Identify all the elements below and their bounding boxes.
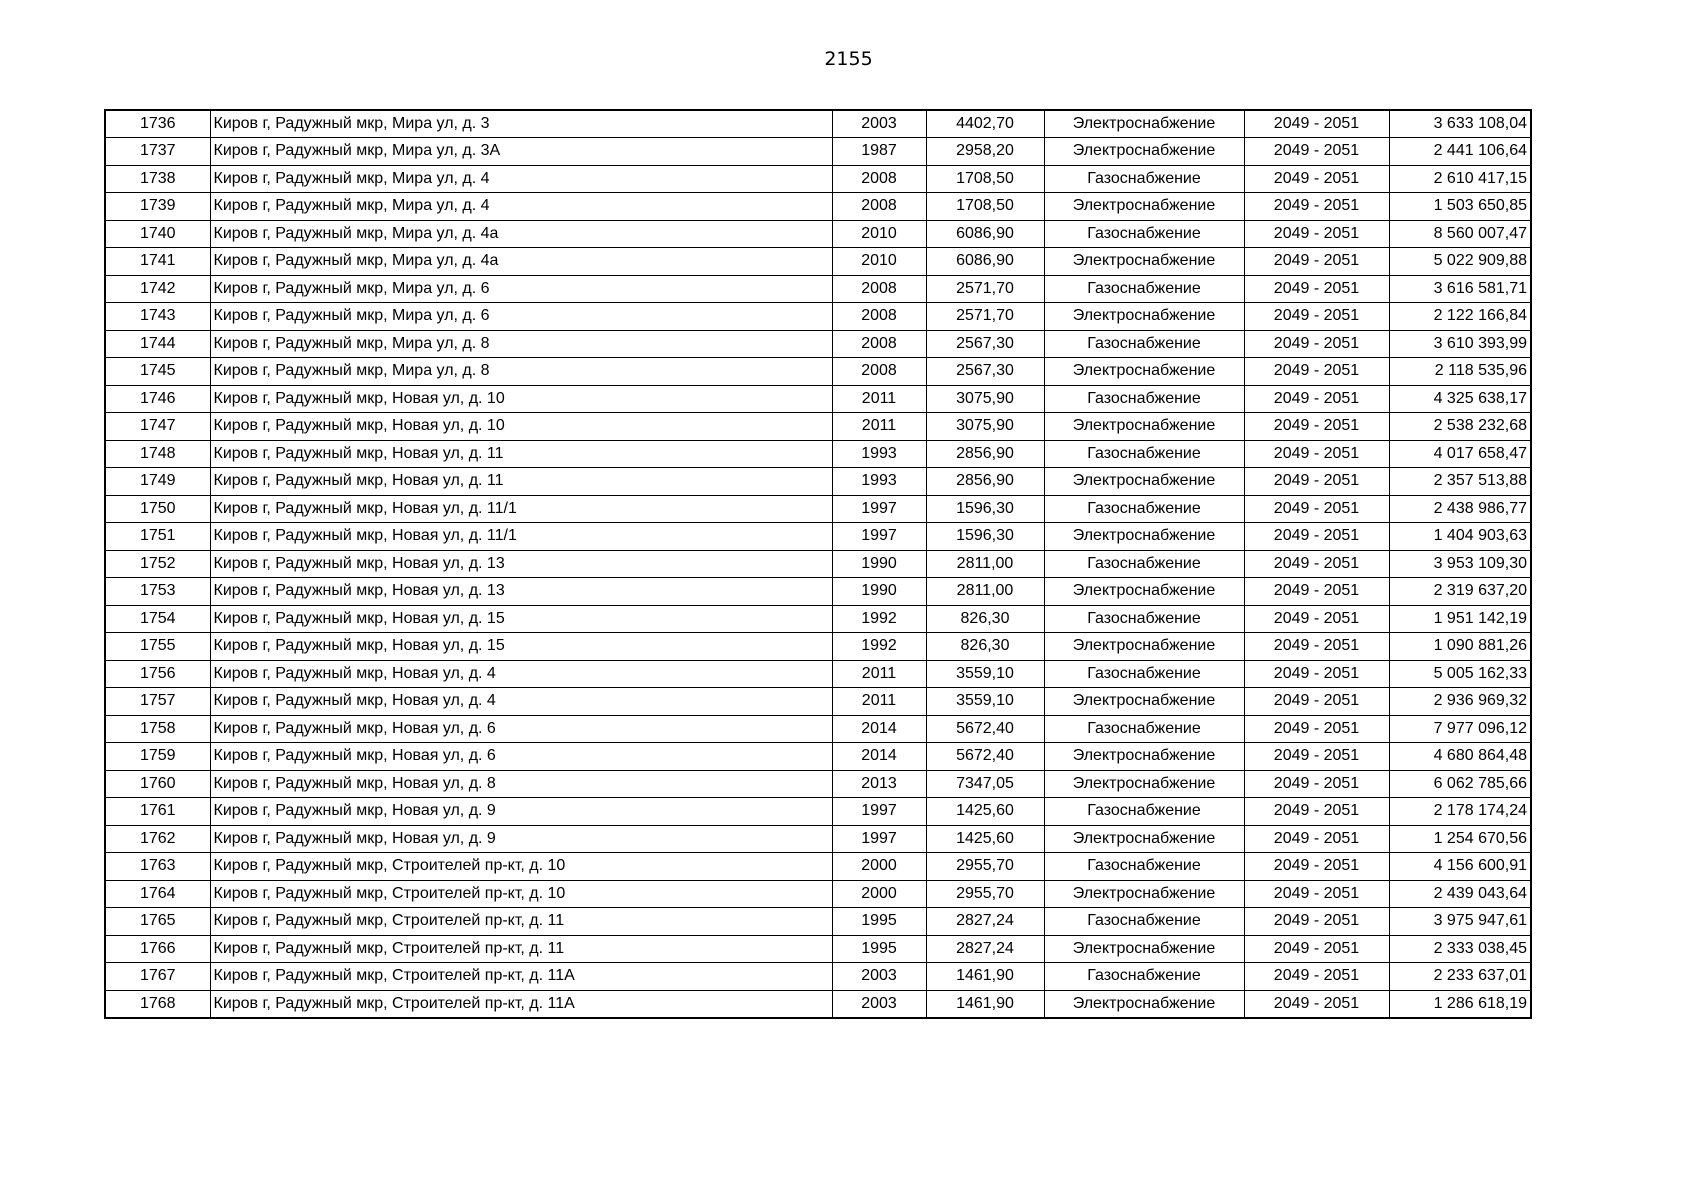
area-cell: 826,30 [926,633,1044,661]
table-row [105,990,1531,1018]
area-cell: 5672,40 [926,715,1044,743]
address-cell: Киров г, Радужный мкр, Новая ул, д. 11/1 [210,495,832,523]
cost-cell: 1 286 618,19 [1389,990,1531,1018]
service-type-cell: Электроснабжение [1044,468,1244,496]
period-cell: 2049 - 2051 [1244,440,1389,468]
year-built-cell: 1997 [832,523,926,551]
table-row [105,688,1531,716]
service-type-cell: Газоснабжение [1044,165,1244,193]
area-cell: 2567,30 [926,358,1044,386]
row-number-cell: 1758 [105,715,210,743]
period-cell: 2049 - 2051 [1244,688,1389,716]
cost-cell: 1 951 142,19 [1389,605,1531,633]
row-number-cell: 1739 [105,193,210,221]
row-number-cell: 1764 [105,880,210,908]
address-cell: Киров г, Радужный мкр, Строителей пр-кт, д. 11 [210,908,832,936]
table-row [105,798,1531,826]
area-cell: 2958,20 [926,138,1044,166]
cost-cell: 6 062 785,66 [1389,770,1531,798]
period-cell: 2049 - 2051 [1244,743,1389,771]
address-cell: Киров г, Радужный мкр, Новая ул, д. 6 [210,715,832,743]
row-number-cell: 1761 [105,798,210,826]
service-type-cell: Электроснабжение [1044,578,1244,606]
year-built-cell: 1997 [832,798,926,826]
cost-cell: 4 156 600,91 [1389,853,1531,881]
cost-cell: 2 122 166,84 [1389,303,1531,331]
year-built-cell: 2008 [832,193,926,221]
cost-cell: 3 610 393,99 [1389,330,1531,358]
row-number-cell: 1755 [105,633,210,661]
year-built-cell: 2014 [832,743,926,771]
service-type-cell: Газоснабжение [1044,330,1244,358]
row-number-cell: 1759 [105,743,210,771]
row-number-cell: 1752 [105,550,210,578]
year-built-cell: 1997 [832,825,926,853]
row-number-cell: 1746 [105,385,210,413]
service-type-cell: Газоснабжение [1044,853,1244,881]
table-row [105,385,1531,413]
row-number-cell: 1748 [105,440,210,468]
table-row [105,550,1531,578]
address-cell: Киров г, Радужный мкр, Новая ул, д. 8 [210,770,832,798]
year-built-cell: 2000 [832,853,926,881]
table-row [105,330,1531,358]
cost-cell: 1 090 881,26 [1389,633,1531,661]
row-number-cell: 1745 [105,358,210,386]
address-cell: Киров г, Радужный мкр, Мира ул, д. 3А [210,138,832,166]
year-built-cell: 2003 [832,990,926,1018]
cost-cell: 4 680 864,48 [1389,743,1531,771]
cost-cell: 2 233 637,01 [1389,963,1531,991]
cost-cell: 5 022 909,88 [1389,248,1531,276]
year-built-cell: 2010 [832,220,926,248]
period-cell: 2049 - 2051 [1244,963,1389,991]
table-row [105,908,1531,936]
table-row [105,440,1531,468]
year-built-cell: 2013 [832,770,926,798]
table-row [105,715,1531,743]
table-row [105,413,1531,441]
cost-cell: 3 975 947,61 [1389,908,1531,936]
row-number-cell: 1767 [105,963,210,991]
period-cell: 2049 - 2051 [1244,330,1389,358]
year-built-cell: 1992 [832,633,926,661]
cost-cell: 2 319 637,20 [1389,578,1531,606]
service-type-cell: Электроснабжение [1044,358,1244,386]
service-type-cell: Электроснабжение [1044,138,1244,166]
area-cell: 6086,90 [926,248,1044,276]
area-cell: 1596,30 [926,523,1044,551]
row-number-cell: 1741 [105,248,210,276]
cost-cell: 4 017 658,47 [1389,440,1531,468]
service-type-cell: Газоснабжение [1044,440,1244,468]
area-cell: 3075,90 [926,385,1044,413]
row-number-cell: 1747 [105,413,210,441]
row-number-cell: 1749 [105,468,210,496]
area-cell: 6086,90 [926,220,1044,248]
area-cell: 4402,70 [926,110,1044,138]
address-cell: Киров г, Радужный мкр, Новая ул, д. 10 [210,413,832,441]
registry-table [104,109,1532,1019]
row-number-cell: 1737 [105,138,210,166]
year-built-cell: 2014 [832,715,926,743]
address-cell: Киров г, Радужный мкр, Мира ул, д. 3 [210,110,832,138]
address-cell: Киров г, Радужный мкр, Мира ул, д. 4 [210,165,832,193]
period-cell: 2049 - 2051 [1244,413,1389,441]
service-type-cell: Электроснабжение [1044,825,1244,853]
cost-cell: 4 325 638,17 [1389,385,1531,413]
year-built-cell: 2011 [832,688,926,716]
area-cell: 1461,90 [926,963,1044,991]
service-type-cell: Газоснабжение [1044,385,1244,413]
address-cell: Киров г, Радужный мкр, Мира ул, д. 6 [210,303,832,331]
period-cell: 2049 - 2051 [1244,660,1389,688]
service-type-cell: Электроснабжение [1044,688,1244,716]
address-cell: Киров г, Радужный мкр, Новая ул, д. 4 [210,688,832,716]
cost-cell: 8 560 007,47 [1389,220,1531,248]
year-built-cell: 2011 [832,413,926,441]
table-row [105,770,1531,798]
year-built-cell: 1992 [832,605,926,633]
service-type-cell: Электроснабжение [1044,743,1244,771]
area-cell: 2811,00 [926,578,1044,606]
address-cell: Киров г, Радужный мкр, Мира ул, д. 8 [210,330,832,358]
period-cell: 2049 - 2051 [1244,165,1389,193]
table-row [105,165,1531,193]
area-cell: 2827,24 [926,935,1044,963]
address-cell: Киров г, Радужный мкр, Строителей пр-кт, д. 11А [210,963,832,991]
area-cell: 1425,60 [926,798,1044,826]
row-number-cell: 1756 [105,660,210,688]
area-cell: 1425,60 [926,825,1044,853]
service-type-cell: Электроснабжение [1044,523,1244,551]
address-cell: Киров г, Радужный мкр, Новая ул, д. 10 [210,385,832,413]
period-cell: 2049 - 2051 [1244,138,1389,166]
address-cell: Киров г, Радужный мкр, Новая ул, д. 9 [210,798,832,826]
table-row [105,963,1531,991]
table-row [105,138,1531,166]
service-type-cell: Электроснабжение [1044,935,1244,963]
area-cell: 7347,05 [926,770,1044,798]
area-cell: 1461,90 [926,990,1044,1018]
period-cell: 2049 - 2051 [1244,825,1389,853]
row-number-cell: 1753 [105,578,210,606]
area-cell: 826,30 [926,605,1044,633]
area-cell: 3075,90 [926,413,1044,441]
period-cell: 2049 - 2051 [1244,605,1389,633]
area-cell: 2567,30 [926,330,1044,358]
period-cell: 2049 - 2051 [1244,633,1389,661]
cost-cell: 2 178 174,24 [1389,798,1531,826]
service-type-cell: Электроснабжение [1044,880,1244,908]
cost-cell: 3 633 108,04 [1389,110,1531,138]
service-type-cell: Газоснабжение [1044,550,1244,578]
table-row [105,578,1531,606]
table-row [105,743,1531,771]
table-row [105,495,1531,523]
cost-cell: 3 616 581,71 [1389,275,1531,303]
service-type-cell: Газоснабжение [1044,963,1244,991]
cost-cell: 2 439 043,64 [1389,880,1531,908]
period-cell: 2049 - 2051 [1244,358,1389,386]
row-number-cell: 1751 [105,523,210,551]
address-cell: Киров г, Радужный мкр, Строителей пр-кт, д. 11А [210,990,832,1018]
address-cell: Киров г, Радужный мкр, Новая ул, д. 6 [210,743,832,771]
period-cell: 2049 - 2051 [1244,248,1389,276]
table-row [105,853,1531,881]
row-number-cell: 1743 [105,303,210,331]
period-cell: 2049 - 2051 [1244,715,1389,743]
year-built-cell: 1997 [832,495,926,523]
service-type-cell: Газоснабжение [1044,660,1244,688]
area-cell: 2955,70 [926,853,1044,881]
row-number-cell: 1762 [105,825,210,853]
service-type-cell: Газоснабжение [1044,275,1244,303]
year-built-cell: 1995 [832,908,926,936]
period-cell: 2049 - 2051 [1244,303,1389,331]
period-cell: 2049 - 2051 [1244,880,1389,908]
period-cell: 2049 - 2051 [1244,990,1389,1018]
address-cell: Киров г, Радужный мкр, Новая ул, д. 4 [210,660,832,688]
service-type-cell: Электроснабжение [1044,193,1244,221]
period-cell: 2049 - 2051 [1244,550,1389,578]
table-row [105,633,1531,661]
table-row [105,605,1531,633]
table-row [105,935,1531,963]
table-row [105,193,1531,221]
cost-cell: 2 333 038,45 [1389,935,1531,963]
table-row [105,880,1531,908]
cost-cell: 2 438 986,77 [1389,495,1531,523]
year-built-cell: 2000 [832,880,926,908]
period-cell: 2049 - 2051 [1244,495,1389,523]
address-cell: Киров г, Радужный мкр, Мира ул, д. 4а [210,248,832,276]
area-cell: 2856,90 [926,468,1044,496]
year-built-cell: 1990 [832,578,926,606]
row-number-cell: 1768 [105,990,210,1018]
table-row [105,523,1531,551]
table-row [105,110,1531,138]
service-type-cell: Газоснабжение [1044,908,1244,936]
address-cell: Киров г, Радужный мкр, Мира ул, д. 8 [210,358,832,386]
address-cell: Киров г, Радужный мкр, Новая ул, д. 15 [210,633,832,661]
table-row [105,248,1531,276]
period-cell: 2049 - 2051 [1244,275,1389,303]
period-cell: 2049 - 2051 [1244,523,1389,551]
address-cell: Киров г, Радужный мкр, Строителей пр-кт, д. 11 [210,935,832,963]
service-type-cell: Электроснабжение [1044,248,1244,276]
address-cell: Киров г, Радужный мкр, Мира ул, д. 4а [210,220,832,248]
row-number-cell: 1765 [105,908,210,936]
area-cell: 2571,70 [926,275,1044,303]
address-cell: Киров г, Радужный мкр, Строителей пр-кт, д. 10 [210,880,832,908]
area-cell: 2955,70 [926,880,1044,908]
service-type-cell: Газоснабжение [1044,715,1244,743]
year-built-cell: 1993 [832,468,926,496]
year-built-cell: 2008 [832,275,926,303]
row-number-cell: 1750 [105,495,210,523]
table-body [105,110,1531,1018]
service-type-cell: Электроснабжение [1044,990,1244,1018]
service-type-cell: Электроснабжение [1044,633,1244,661]
row-number-cell: 1744 [105,330,210,358]
cost-cell: 7 977 096,12 [1389,715,1531,743]
service-type-cell: Электроснабжение [1044,770,1244,798]
period-cell: 2049 - 2051 [1244,468,1389,496]
area-cell: 1596,30 [926,495,1044,523]
address-cell: Киров г, Радужный мкр, Новая ул, д. 11 [210,440,832,468]
area-cell: 1708,50 [926,193,1044,221]
address-cell: Киров г, Радужный мкр, Новая ул, д. 9 [210,825,832,853]
row-number-cell: 1754 [105,605,210,633]
year-built-cell: 1993 [832,440,926,468]
row-number-cell: 1763 [105,853,210,881]
area-cell: 3559,10 [926,688,1044,716]
address-cell: Киров г, Радужный мкр, Новая ул, д. 13 [210,550,832,578]
area-cell: 2811,00 [926,550,1044,578]
period-cell: 2049 - 2051 [1244,935,1389,963]
row-number-cell: 1766 [105,935,210,963]
service-type-cell: Газоснабжение [1044,495,1244,523]
period-cell: 2049 - 2051 [1244,193,1389,221]
address-cell: Киров г, Радужный мкр, Мира ул, д. 6 [210,275,832,303]
service-type-cell: Газоснабжение [1044,220,1244,248]
service-type-cell: Электроснабжение [1044,110,1244,138]
cost-cell: 1 404 903,63 [1389,523,1531,551]
period-cell: 2049 - 2051 [1244,853,1389,881]
address-cell: Киров г, Радужный мкр, Мира ул, д. 4 [210,193,832,221]
area-cell: 2571,70 [926,303,1044,331]
service-type-cell: Электроснабжение [1044,413,1244,441]
period-cell: 2049 - 2051 [1244,385,1389,413]
cost-cell: 2 441 106,64 [1389,138,1531,166]
address-cell: Киров г, Радужный мкр, Новая ул, д. 11 [210,468,832,496]
cost-cell: 2 118 535,96 [1389,358,1531,386]
table-row [105,358,1531,386]
cost-cell: 5 005 162,33 [1389,660,1531,688]
period-cell: 2049 - 2051 [1244,110,1389,138]
row-number-cell: 1738 [105,165,210,193]
page-number: 2155 [824,48,873,70]
table-row [105,303,1531,331]
year-built-cell: 2003 [832,110,926,138]
area-cell: 5672,40 [926,743,1044,771]
year-built-cell: 2011 [832,385,926,413]
area-cell: 2827,24 [926,908,1044,936]
service-type-cell: Электроснабжение [1044,303,1244,331]
year-built-cell: 2008 [832,330,926,358]
cost-cell: 2 357 513,88 [1389,468,1531,496]
area-cell: 1708,50 [926,165,1044,193]
address-cell: Киров г, Радужный мкр, Новая ул, д. 13 [210,578,832,606]
year-built-cell: 1995 [832,935,926,963]
area-cell: 2856,90 [926,440,1044,468]
cost-cell: 2 936 969,32 [1389,688,1531,716]
row-number-cell: 1760 [105,770,210,798]
address-cell: Киров г, Радужный мкр, Строителей пр-кт, д. 10 [210,853,832,881]
year-built-cell: 2008 [832,303,926,331]
service-type-cell: Газоснабжение [1044,605,1244,633]
year-built-cell: 1987 [832,138,926,166]
table-row [105,468,1531,496]
cost-cell: 2 610 417,15 [1389,165,1531,193]
area-cell: 3559,10 [926,660,1044,688]
period-cell: 2049 - 2051 [1244,908,1389,936]
table-row [105,660,1531,688]
year-built-cell: 2008 [832,165,926,193]
cost-cell: 3 953 109,30 [1389,550,1531,578]
period-cell: 2049 - 2051 [1244,220,1389,248]
cost-cell: 1 503 650,85 [1389,193,1531,221]
row-number-cell: 1742 [105,275,210,303]
period-cell: 2049 - 2051 [1244,770,1389,798]
year-built-cell: 2003 [832,963,926,991]
year-built-cell: 1990 [832,550,926,578]
address-cell: Киров г, Радужный мкр, Новая ул, д. 11/1 [210,523,832,551]
row-number-cell: 1740 [105,220,210,248]
table-row [105,825,1531,853]
table-row [105,275,1531,303]
row-number-cell: 1736 [105,110,210,138]
address-cell: Киров г, Радужный мкр, Новая ул, д. 15 [210,605,832,633]
row-number-cell: 1757 [105,688,210,716]
cost-cell: 1 254 670,56 [1389,825,1531,853]
cost-cell: 2 538 232,68 [1389,413,1531,441]
year-built-cell: 2010 [832,248,926,276]
service-type-cell: Газоснабжение [1044,798,1244,826]
period-cell: 2049 - 2051 [1244,798,1389,826]
period-cell: 2049 - 2051 [1244,578,1389,606]
year-built-cell: 2011 [832,660,926,688]
table-row [105,220,1531,248]
year-built-cell: 2008 [832,358,926,386]
